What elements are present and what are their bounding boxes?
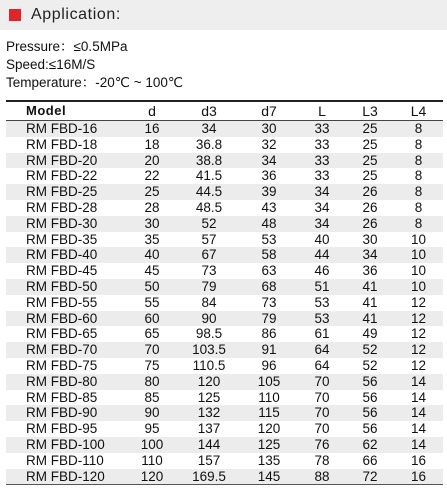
cell-l3: 41 [346,279,394,295]
cell-model: RM FBD-90 [6,405,126,421]
table-row [6,153,443,169]
cell-l: 53 [298,311,346,327]
cell-d3: 120 [178,374,240,390]
cell-l4: 8 [394,121,443,137]
table-row [6,279,443,295]
cell-d7: 125 [240,437,298,453]
cell-d3: 169.5 [178,469,240,485]
cell-model: RM FBD-35 [6,232,126,248]
cell-l: 40 [298,232,346,248]
cell-d3: 98.5 [178,326,240,342]
cell-d3: 90 [178,311,240,327]
cell-l4: 16 [394,469,443,485]
cell-model: RM FBD-22 [6,168,126,184]
cell-d7: 110 [240,390,298,406]
operating-conditions [6,38,183,92]
cell-l: 61 [298,326,346,342]
cell-model: RM FBD-20 [6,153,126,169]
cell-l3: 56 [346,405,394,421]
cell-l4: 8 [394,137,443,153]
cell-d7: 32 [240,137,298,153]
column-header-d: d [148,103,156,119]
cell-d3: 48.5 [178,200,240,216]
cell-l: 51 [298,279,346,295]
cell-d7: 79 [240,311,298,327]
cell-l: 76 [298,437,346,453]
cell-l3: 25 [346,153,394,169]
pressure-spec: Pressure：≤0.5MPa [6,39,128,54]
cell-d7: 39 [240,184,298,200]
cell-l: 64 [298,342,346,358]
cell-d7: 36 [240,168,298,184]
cell-d3: 125 [178,390,240,406]
cell-l3: 26 [346,216,394,232]
table-row [6,263,443,279]
cell-d: 65 [126,326,178,342]
cell-l3: 25 [346,168,394,184]
table-row [6,295,443,311]
table-row [6,342,443,358]
table-row [6,358,443,374]
table-row [6,437,443,453]
cell-model: RM FBD-45 [6,263,126,279]
cell-d3: 52 [178,216,240,232]
section-header [0,0,447,30]
cell-l4: 12 [394,358,443,374]
cell-d7: 73 [240,295,298,311]
cell-d3: 137 [178,421,240,437]
cell-model: RM FBD-18 [6,137,126,153]
cell-l: 33 [298,168,346,184]
table-row [6,390,443,406]
table-body [6,121,443,485]
cell-l3: 52 [346,358,394,374]
cell-d: 22 [126,168,178,184]
cell-d3: 44.5 [178,184,240,200]
cell-d7: 115 [240,405,298,421]
cell-d3: 79 [178,279,240,295]
cell-d7: 120 [240,421,298,437]
cell-l4: 8 [394,200,443,216]
cell-l: 34 [298,216,346,232]
cell-l: 34 [298,200,346,216]
cell-d: 60 [126,311,178,327]
table-row [6,121,443,137]
cell-l3: 49 [346,326,394,342]
cell-d7: 135 [240,453,298,469]
cell-l4: 10 [394,279,443,295]
cell-d3: 132 [178,405,240,421]
cell-model: RM FBD-50 [6,279,126,295]
cell-d3: 38.8 [178,153,240,169]
speed-spec: Speed:≤16M/S [6,57,96,72]
cell-l: 44 [298,247,346,263]
cell-model: RM FBD-85 [6,390,126,406]
temperature-spec: Temperature：-20℃ ~ 100℃ [6,75,184,90]
cell-model: RM FBD-30 [6,216,126,232]
cell-model: RM FBD-95 [6,421,126,437]
cell-l3: 52 [346,342,394,358]
cell-d: 30 [126,216,178,232]
cell-d3: 110.5 [178,358,240,374]
cell-d7: 30 [240,121,298,137]
table-row [6,137,443,153]
cell-model: RM FBD-25 [6,184,126,200]
cell-d3: 36.8 [178,137,240,153]
cell-l4: 14 [394,421,443,437]
cell-d3: 34 [178,121,240,137]
table-row [6,469,443,485]
table-header-row [6,101,443,121]
cell-d7: 43 [240,200,298,216]
cell-d3: 57 [178,232,240,248]
dimensions-table-container [6,100,443,485]
cell-d7: 34 [240,153,298,169]
cell-d: 120 [126,469,178,485]
section-title: Application: [31,6,121,23]
cell-d3: 144 [178,437,240,453]
cell-l3: 56 [346,390,394,406]
dimensions-table [6,100,443,485]
table-row [6,168,443,184]
red-square-icon [9,9,21,21]
cell-l4: 14 [394,390,443,406]
cell-l3: 66 [346,453,394,469]
cell-d: 70 [126,342,178,358]
cell-d7: 105 [240,374,298,390]
cell-d7: 96 [240,358,298,374]
cell-d7: 91 [240,342,298,358]
cell-d: 40 [126,247,178,263]
cell-model: RM FBD-16 [6,121,126,137]
cell-l3: 56 [346,374,394,390]
cell-l3: 62 [346,437,394,453]
cell-l3: 30 [346,232,394,248]
table-row [6,184,443,200]
cell-model: RM FBD-75 [6,358,126,374]
cell-model: RM FBD-28 [6,200,126,216]
cell-l: 70 [298,421,346,437]
table-row [6,453,443,469]
cell-d: 80 [126,374,178,390]
cell-model: RM FBD-80 [6,374,126,390]
cell-l4: 8 [394,168,443,184]
column-header-l: L [318,103,326,119]
cell-l: 53 [298,295,346,311]
cell-l4: 8 [394,184,443,200]
cell-l3: 34 [346,247,394,263]
cell-l3: 26 [346,184,394,200]
table-row [6,405,443,421]
cell-model: RM FBD-100 [6,437,126,453]
cell-l4: 14 [394,405,443,421]
cell-l3: 26 [346,200,394,216]
cell-d7: 68 [240,279,298,295]
cell-d: 20 [126,153,178,169]
table-row [6,374,443,390]
cell-l: 78 [298,453,346,469]
cell-d: 90 [126,405,178,421]
column-header-d7: d7 [261,103,277,119]
cell-model: RM FBD-70 [6,342,126,358]
cell-d: 50 [126,279,178,295]
cell-d7: 86 [240,326,298,342]
cell-d3: 73 [178,263,240,279]
column-header-l3: L3 [362,103,378,119]
cell-d: 45 [126,263,178,279]
table-row [6,421,443,437]
cell-d: 16 [126,121,178,137]
table-row [6,200,443,216]
cell-model: RM FBD-110 [6,453,126,469]
cell-d7: 53 [240,232,298,248]
cell-d7: 63 [240,263,298,279]
cell-l: 70 [298,405,346,421]
cell-l3: 25 [346,121,394,137]
cell-l4: 10 [394,232,443,248]
table-row [6,232,443,248]
cell-l4: 12 [394,342,443,358]
cell-l: 70 [298,374,346,390]
cell-d3: 84 [178,295,240,311]
cell-l4: 8 [394,153,443,169]
cell-d: 25 [126,184,178,200]
cell-d: 100 [126,437,178,453]
cell-l4: 8 [394,216,443,232]
table-row [6,216,443,232]
cell-l: 33 [298,137,346,153]
cell-l3: 36 [346,263,394,279]
table-row [6,326,443,342]
cell-l: 88 [298,469,346,485]
cell-l3: 41 [346,295,394,311]
cell-d3: 103.5 [178,342,240,358]
column-header-d3: d3 [201,103,217,119]
cell-d: 55 [126,295,178,311]
cell-l4: 10 [394,263,443,279]
cell-l: 34 [298,184,346,200]
cell-l3: 56 [346,421,394,437]
cell-d: 28 [126,200,178,216]
cell-d3: 41.5 [178,168,240,184]
cell-l3: 41 [346,311,394,327]
cell-d: 95 [126,421,178,437]
cell-d7: 48 [240,216,298,232]
cell-model: RM FBD-40 [6,247,126,263]
table-row [6,311,443,327]
cell-l3: 25 [346,137,394,153]
cell-d: 35 [126,232,178,248]
cell-model: RM FBD-60 [6,311,126,327]
cell-l3: 72 [346,469,394,485]
cell-d7: 58 [240,247,298,263]
cell-l4: 14 [394,437,443,453]
cell-l: 64 [298,358,346,374]
cell-d: 18 [126,137,178,153]
cell-l: 70 [298,390,346,406]
cell-model: RM FBD-55 [6,295,126,311]
column-header-model: Model [26,103,67,118]
cell-l4: 16 [394,453,443,469]
cell-d: 85 [126,390,178,406]
cell-model: RM FBD-120 [6,469,126,485]
table-row [6,247,443,263]
cell-d3: 67 [178,247,240,263]
cell-d: 75 [126,358,178,374]
cell-l4: 12 [394,326,443,342]
cell-l: 33 [298,121,346,137]
cell-l4: 14 [394,374,443,390]
cell-l: 33 [298,153,346,169]
cell-model: RM FBD-65 [6,326,126,342]
cell-l4: 12 [394,311,443,327]
cell-l4: 10 [394,247,443,263]
cell-d7: 145 [240,469,298,485]
column-header-l4: L4 [410,103,427,119]
cell-l4: 12 [394,295,443,311]
cell-d3: 157 [178,453,240,469]
cell-l: 46 [298,263,346,279]
cell-d: 110 [126,453,178,469]
